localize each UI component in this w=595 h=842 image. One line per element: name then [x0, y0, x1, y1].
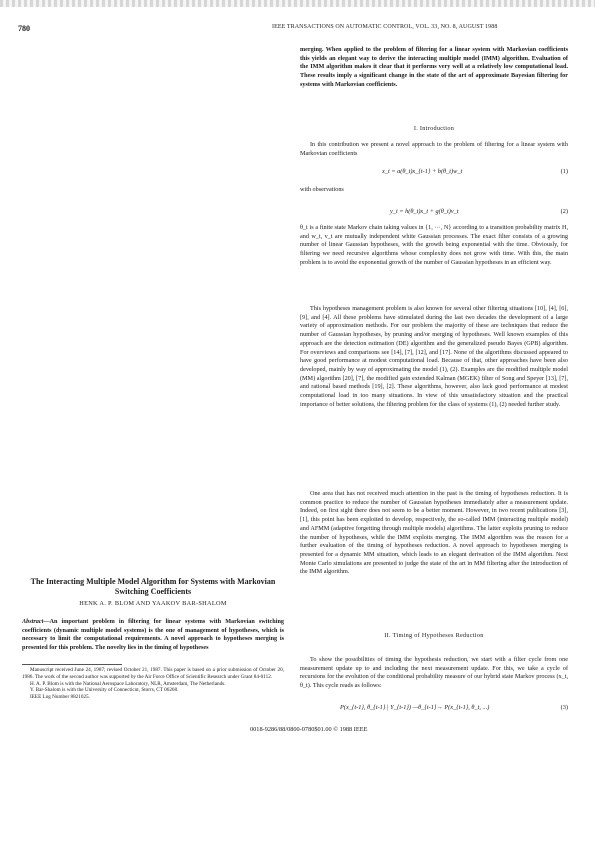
intro-paragraph-1 [300, 141, 568, 158]
page-number: 780 [18, 24, 30, 33]
paragraph: This hypotheses management problem is also known for several other filtering situations [10], [4], [6], [9], and [4]. All these problems have stimulated during the last two decades the development of a large variety of approximation methods. For our problem the majority of these are techniques that reduce the number of Gaussian hypotheses, by pruning and/or merging of hypotheses. Well known examples of this approach are the detection estimation (DE) algorithm and the generalized pseudo Bayes (GPB) algorithm. For overviews and comparisons see [14], [7], [12], and [17]. None of the algorithms discussed appeared to have good performance at modest computational load. Because of that, other approaches have been also developed, mainly by way of approximating the model (1), (2). Examples are the modified multiple model (MM) algorithm [20], [7], the modified gain extended Kalman (MGEK) filter of Song and Speyer [13], [7], and rational based methods [19], [2]. These algorithms, however, also lack good performance at modest computational load in too many situations. In view of this unsatisfactory situation and the practical importance of better solutions, the filtering problem for the class of systems (1), (2) needed further study. [300, 305, 568, 408]
paragraph: One area that has not received much attention in the past is the timing of hypotheses reduction. It is common practice to reduce the number of Gaussian hypotheses immediately after a measurement update. Indeed, on first sight there does not seem to be a better moment. However, in two recent publications [3], [1], this point has been exploited to develop, respectively, the so-called IMM (interacting multiple model) and AFMM (adaptive forgetting through multiple models) algorithms. The latter exploits pruning to reduce the number of hypotheses, while the IMM exploits merging. The IMM algorithm was the reason for a further evaluation of the timing of hypotheses reduction. A novel approach to hypotheses merging is presented for a dynamic MM situation, which leads to an elegant derivation of the IMM algorithm. Next Monte Carlo simulations are presented to judge the state of the art in MM filtering after the introduction of the IMM algorithm. [300, 490, 568, 576]
equation-number: (3) [560, 704, 568, 711]
footnote: Manuscript received June 24, 1987; revised October 21, 1987. This paper is based on a prior submission of October 20, 1986. The work of the second author was supported by the Air Force Office of Scientific Research under Grant 84-0112. [22, 667, 284, 680]
section-heading: I. Introduction [413, 125, 455, 132]
paragraph: θ_t is a finite state Markov chain taking values in {1, ···, N} according to a transition probability matrix H, and w_t, v_t are mutually independent white Gaussian processes. The exact filter consists of a growing number of linear Gaussian hypotheses, with the growth being exponential with the time. Obviously, for filtering we need recursive algorithms whose complexity does not grow with time. With this, the main problem is to avoid the exponential growth of the number of Gaussian hypotheses in an efficient way. [300, 224, 568, 266]
equation-expression: y_t = h(θ_t)x_t + g(θ_t)v_t [390, 208, 459, 215]
section-2-paragraph-1 [300, 656, 568, 691]
abstract-text: An important problem in filtering for linear systems with Markovian switching coefficients (dynamic multiple model systems) is the one of management of hypotheses, which is necessary to limit the computational requirements. A novel approach to hypotheses merging is presented for this problem. The novelty lies in the timing of hypotheses [22, 618, 284, 651]
scan-edge-strip [0, 0, 595, 7]
journal-header: IEEE TRANSACTIONS ON AUTOMATIC CONTROL, VOL. 33, NO. 8, AUGUST 1988 [272, 24, 498, 30]
intro-paragraph-4 [300, 490, 568, 577]
equation-expression: x_t = a(θ_t)x_{t-1} + b(θ_t)w_t [382, 168, 463, 175]
paper-authors: HENK A. P. BLOM AND YAAKOV BAR-SHALOM [79, 600, 227, 607]
paragraph: In this contribution we present a novel approach to the problem of filtering for a linear system with Markovian coefficients [300, 141, 568, 157]
equation-number: (2) [560, 208, 568, 215]
abstract [22, 618, 284, 652]
abstract-label: Abstract— [22, 618, 50, 625]
section-2-heading-wrap [300, 632, 568, 641]
intro-paragraph-3 [300, 305, 568, 409]
equation-number: (1) [560, 168, 568, 175]
footnote-rule [22, 664, 122, 665]
footnote: Y. Bar-Shalom is with the University of Connecticut, Storrs, CT 06268. [30, 687, 179, 694]
paragraph: To show the possibilities of timing the hypothesis reduction, we start with a filter cycle from one measurement update up to and including the next measurement update. For this, we take a cycle of recursions for the evolution of the conditional probability measure of our hybrid state Markov process (x_t, θ_t). This cycle reads as follows: [300, 656, 568, 690]
equation-expression: P(x_{t-1}, θ_{t-1} | Y_{t-1}) —θ_{t-1}→ P(x_{t-1}, θ_t, ...) [340, 704, 490, 711]
footnotes [22, 667, 284, 701]
abstract-continuation: merging. When applied to the problem of filtering for a linear system with Markovian coefficients this yields an elegant way to derive the interacting multiple model (IMM) algorithm. Evaluation of the IMM algorithm makes it clear that it performs very well at a relatively low computational load. These results imply a significant change in the state of the art of approximate Bayesian filtering for systems with Markovian coefficients. [300, 46, 568, 88]
section-heading: II. Timing of Hypotheses Reduction [384, 632, 484, 639]
with-observations [300, 186, 568, 195]
footnote: IEEE Log Number 8821025. [30, 694, 90, 701]
intro-paragraph-2 [300, 224, 568, 268]
copyright-line: 0018-9286/88/0800-0780$01.00 © 1988 IEEE [250, 726, 368, 733]
paragraph: with observations [300, 186, 344, 193]
paper-title: The Interacting Multiple Model Algorithm for Systems with Markovian Switching Coefficients [30, 577, 276, 596]
section-1-heading-wrap [300, 125, 568, 134]
footnote: H. A. P. Blom is with the National Aerospace Laboratory, NLR, Amsterdam, The Netherlands. [30, 680, 226, 687]
